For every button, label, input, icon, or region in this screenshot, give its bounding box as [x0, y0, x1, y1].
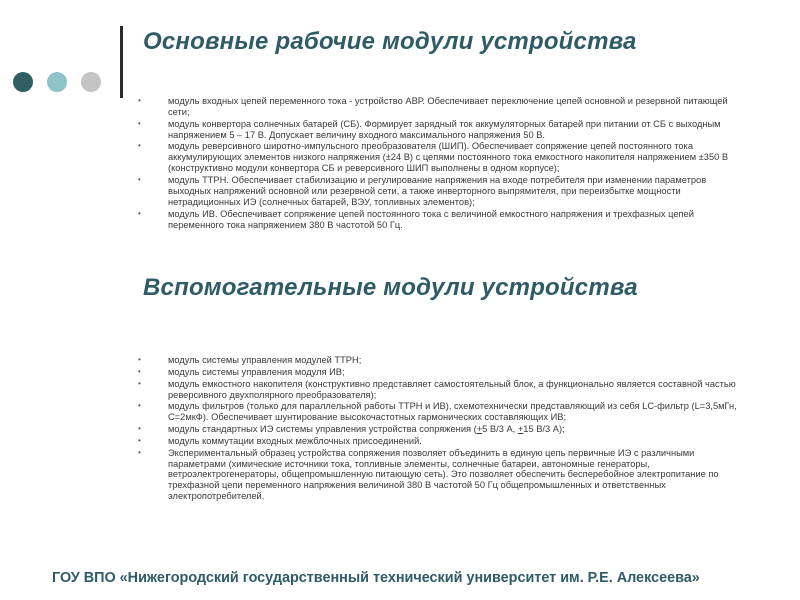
vertical-accent-bar: [120, 26, 123, 98]
dot-dark: [13, 72, 33, 92]
list-item: • модуль системы управления модуля ИВ;: [138, 367, 738, 378]
list-item: • модуль ИВ. Обеспечивает сопряжение цепей постоянного тока с величиной емкостного напряжения и трехфазных цепей переменного тока напряжением 380 В частотой 50 Гц.: [138, 209, 738, 231]
list-item: • модуль ТТРН. Обеспечивает стабилизацию и регулирование напряжения на входе потребителя при изменении параметров выходных напряжений основной или резервной сети, а также инверторного выпрямителя, при переизбытке мощности нетрадиционных ИЭ (солнечных батарей, ВЭУ, топливных элементов);: [138, 175, 738, 208]
plus-minus-sign: +: [476, 424, 483, 434]
dot-light: [47, 72, 67, 92]
plus-minus-sign: +: [517, 424, 524, 434]
text: модуль стандартных ИЭ системы управления устройства сопряжения (: [168, 424, 477, 434]
main-modules-list: [138, 96, 738, 231]
text: 5 В/3 А,: [482, 424, 518, 434]
decorative-dots: [13, 72, 101, 92]
text: 15 В/3 А);: [523, 424, 565, 434]
list-item: • модуль системы управления модулей ТТРН;: [138, 355, 738, 366]
aux-modules-list: [138, 355, 738, 503]
list-item: • модуль коммутации входных межблочных присоединений.: [138, 436, 738, 447]
title-aux-modules: Вспомогательные модули устройства: [143, 274, 638, 301]
list-item: • модуль конвертора солнечных батарей (СБ). Формирует зарядный ток аккумуляторных батарей при питании от СБ с выходным напряжением 5 – 17 В. Допускает величину входного максимального напряжения 50 В.: [138, 119, 738, 141]
list-item: • модуль фильтров (только для параллельной работы ТТРН и ИВ), схемотехнически представляющий из себя LC-фильтр (L=3,5мГн, С=2мкФ). Обеспечивает шунтирование высокочастотных гармонических составляющих ИВ;: [138, 401, 738, 423]
list-item: • модуль емкостного накопителя (конструктивно представляет самостоятельный блок, а функционально является составной частью реверсивного двухполярного преобразователя);: [138, 379, 738, 401]
title-main-modules: Основные рабочие модули устройства: [143, 28, 637, 55]
list-item: • Экспериментальный образец устройства сопряжения позволяет объединить в единую цепь первичные ИЭ с различными параметрами (химические источники тока, топливные элементы, солнечные батареи, автономные генераторы, ветроэлектрогенераторы, общепромышленную питающую сеть). Это позволяет обеспечить бесперебойное электропитание по трехфазной цепи переменного напряжения величиной 380 В частотой 50 Гц общепромышленных и ответственных электропотребителей.: [138, 448, 738, 503]
list-item: [138, 424, 738, 435]
footer-university: ГОУ ВПО «Нижегородский государственный технический университет им. Р.Е. Алексеева»: [52, 570, 700, 586]
list-item: • модуль входных цепей переменного тока - устройство АВР. Обеспечивает переключение цепей основной и резервной питающей сети;: [138, 96, 738, 118]
list-item: • модуль реверсивного широтно-импульсного преобразователя (ШИП). Обеспечивает сопряжение цепей постоянного тока аккумулирующих элементов низкого напряжения (±24 В) с цепями постоянного тока емкостного накопителя напряжением ±350 В (конструктивно модули конвертора СБ и реверсивного ШИП выполнены в одном корпусе);: [138, 141, 738, 174]
dot-gray: [81, 72, 101, 92]
